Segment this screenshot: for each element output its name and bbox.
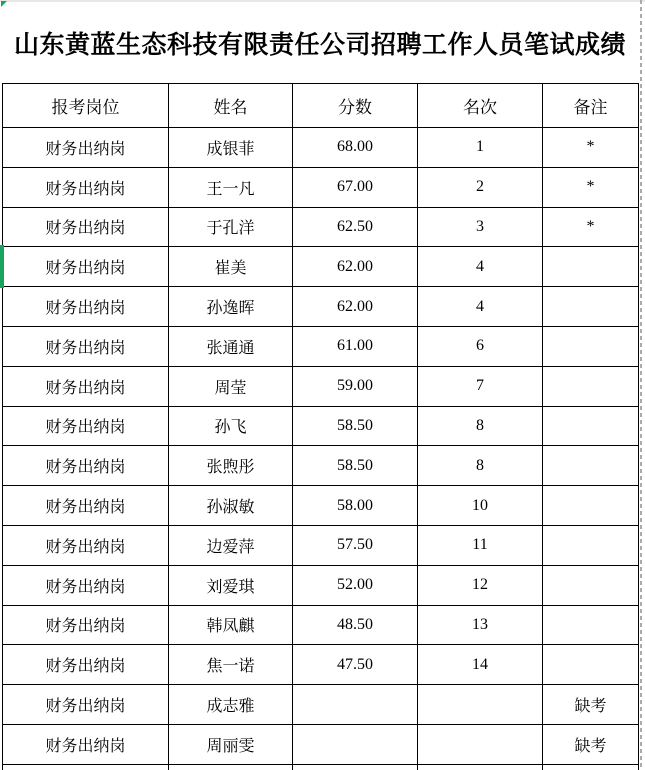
cell-position[interactable]: 财务出纳岗 <box>3 724 169 764</box>
column-header-name[interactable]: 姓名 <box>169 84 293 128</box>
cell-position[interactable]: 财务出纳岗 <box>3 525 169 565</box>
cell-position[interactable]: 财务出纳岗 <box>3 446 169 486</box>
cell-position[interactable]: 财务出纳岗 <box>3 565 169 605</box>
cell-note[interactable]: 缺考 <box>543 685 639 725</box>
table-row <box>3 366 639 406</box>
cell-note[interactable] <box>543 565 639 605</box>
cell-score[interactable]: 62.00 <box>293 247 418 287</box>
table-row <box>3 724 639 764</box>
cell-score[interactable]: 58.00 <box>293 486 418 526</box>
cell-rank[interactable] <box>418 685 543 725</box>
page-break-line <box>640 0 642 769</box>
cell-note[interactable] <box>543 645 639 685</box>
cell-score[interactable]: 58.50 <box>293 406 418 446</box>
cell-score[interactable]: 59.00 <box>293 366 418 406</box>
cell-name[interactable]: 张煦彤 <box>169 446 293 486</box>
cell-rank[interactable] <box>418 724 543 764</box>
cell-note[interactable] <box>543 287 639 327</box>
table-row <box>3 605 639 645</box>
cell-position[interactable]: 财务出纳岗 <box>3 128 169 168</box>
cell-empty[interactable] <box>169 764 293 770</box>
cell-position[interactable]: 财务出纳岗 <box>3 287 169 327</box>
cell-name[interactable]: 焦一诺 <box>169 645 293 685</box>
cell-empty[interactable] <box>293 764 418 770</box>
cell-score[interactable] <box>293 724 418 764</box>
cell-score[interactable]: 67.00 <box>293 167 418 207</box>
cell-note[interactable] <box>543 446 639 486</box>
cell-score[interactable]: 68.00 <box>293 128 418 168</box>
header-row <box>3 84 639 128</box>
cell-note[interactable] <box>543 326 639 366</box>
cell-position[interactable]: 财务出纳岗 <box>3 645 169 685</box>
cell-score[interactable]: 57.50 <box>293 525 418 565</box>
cell-note[interactable]: * <box>543 128 639 168</box>
cell-rank[interactable]: 14 <box>418 645 543 685</box>
column-header-note[interactable]: 备注 <box>543 84 639 128</box>
cell-note[interactable] <box>543 247 639 287</box>
cell-name[interactable]: 边爱萍 <box>169 525 293 565</box>
table-row <box>3 525 639 565</box>
table-row-partial <box>3 764 639 770</box>
cell-note[interactable] <box>543 406 639 446</box>
table-row <box>3 207 639 247</box>
cell-rank[interactable]: 2 <box>418 167 543 207</box>
table-row <box>3 446 639 486</box>
cell-score[interactable]: 52.00 <box>293 565 418 605</box>
cell-rank[interactable]: 12 <box>418 565 543 605</box>
cell-note[interactable] <box>543 486 639 526</box>
cell-position[interactable]: 财务出纳岗 <box>3 326 169 366</box>
cell-score[interactable]: 58.50 <box>293 446 418 486</box>
table-row <box>3 565 639 605</box>
cell-name[interactable]: 成志雅 <box>169 685 293 725</box>
cell-name[interactable]: 孙淑敏 <box>169 486 293 526</box>
cell-empty[interactable] <box>3 764 169 770</box>
cell-name[interactable]: 成银菲 <box>169 128 293 168</box>
cell-name[interactable]: 崔美 <box>169 247 293 287</box>
cell-rank[interactable]: 4 <box>418 247 543 287</box>
cell-name[interactable]: 刘爱琪 <box>169 565 293 605</box>
cell-name[interactable]: 张通通 <box>169 326 293 366</box>
cell-position[interactable]: 财务出纳岗 <box>3 207 169 247</box>
column-header-score[interactable]: 分数 <box>293 84 418 128</box>
sheet-area <box>2 2 638 770</box>
cell-position[interactable]: 财务出纳岗 <box>3 167 169 207</box>
cell-score[interactable]: 62.50 <box>293 207 418 247</box>
cell-rank[interactable]: 10 <box>418 486 543 526</box>
cell-score[interactable] <box>293 685 418 725</box>
table-row <box>3 326 639 366</box>
page-title[interactable]: 山东黄蓝生态科技有限责任公司招聘工作人员笔试成绩 <box>13 31 626 59</box>
cell-empty[interactable] <box>418 764 543 770</box>
cell-name[interactable]: 孙飞 <box>169 406 293 446</box>
table-row <box>3 167 639 207</box>
cell-score[interactable]: 61.00 <box>293 326 418 366</box>
cell-note[interactable] <box>543 605 639 645</box>
cell-position[interactable]: 财务出纳岗 <box>3 605 169 645</box>
table-row <box>3 128 639 168</box>
column-header-position[interactable]: 报考岗位 <box>3 84 169 128</box>
cell-note[interactable]: * <box>543 167 639 207</box>
cell-score[interactable]: 48.50 <box>293 605 418 645</box>
cell-score[interactable]: 47.50 <box>293 645 418 685</box>
cell-rank[interactable]: 1 <box>418 128 543 168</box>
cell-rank[interactable]: 11 <box>418 525 543 565</box>
table-row <box>3 645 639 685</box>
cell-name[interactable]: 孙逸晖 <box>169 287 293 327</box>
scores-table <box>2 83 639 770</box>
cell-name[interactable]: 韩凤麒 <box>169 605 293 645</box>
cell-name[interactable]: 周莹 <box>169 366 293 406</box>
table-row <box>3 486 639 526</box>
cell-rank[interactable]: 8 <box>418 406 543 446</box>
column-header-rank[interactable]: 名次 <box>418 84 543 128</box>
cell-note[interactable] <box>543 366 639 406</box>
cell-score[interactable]: 62.00 <box>293 287 418 327</box>
cell-note[interactable]: * <box>543 207 639 247</box>
table-row <box>3 247 639 287</box>
table-row <box>3 406 639 446</box>
selected-row-indicator <box>0 245 4 288</box>
cell-position[interactable]: 财务出纳岗 <box>3 406 169 446</box>
cell-rank[interactable]: 8 <box>418 446 543 486</box>
cell-rank[interactable]: 6 <box>418 326 543 366</box>
cell-position[interactable]: 财务出纳岗 <box>3 366 169 406</box>
cell-name[interactable]: 于孔洋 <box>169 207 293 247</box>
cell-name[interactable]: 王一凡 <box>169 167 293 207</box>
cell-rank[interactable]: 3 <box>418 207 543 247</box>
cell-position[interactable]: 财务出纳岗 <box>3 247 169 287</box>
cell-name[interactable]: 周丽雯 <box>169 724 293 764</box>
table-row <box>3 287 639 327</box>
cell-note[interactable]: 缺考 <box>543 724 639 764</box>
cell-note[interactable] <box>543 525 639 565</box>
cell-empty[interactable] <box>543 764 639 770</box>
cell-rank[interactable]: 13 <box>418 605 543 645</box>
cell-rank[interactable]: 7 <box>418 366 543 406</box>
cell-rank[interactable]: 4 <box>418 287 543 327</box>
table-row <box>3 685 639 725</box>
cell-position[interactable]: 财务出纳岗 <box>3 685 169 725</box>
cell-position[interactable]: 财务出纳岗 <box>3 486 169 526</box>
